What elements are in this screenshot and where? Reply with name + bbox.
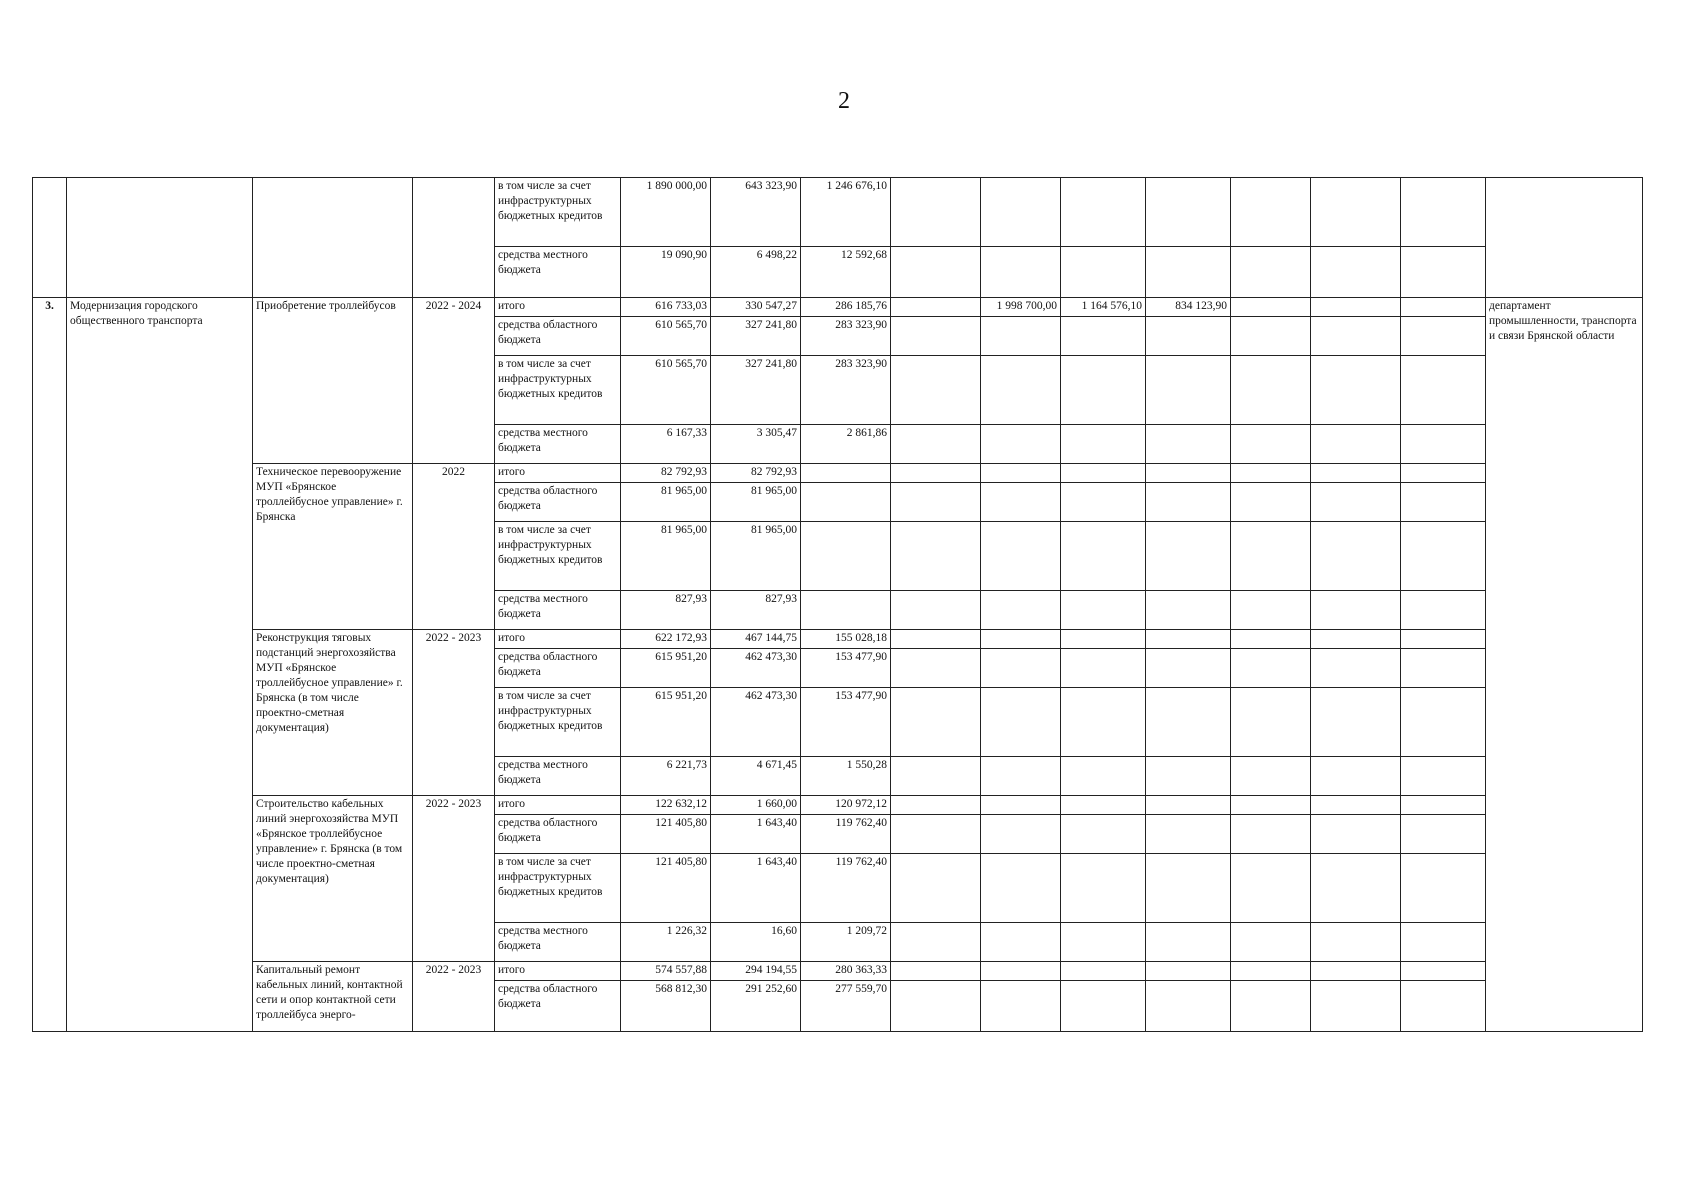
empty-cell [1231, 981, 1311, 1032]
amount-2023: 2 861,86 [801, 425, 891, 464]
funding-source: в том числе за счет инфраструктурных бюджетных кредитов [495, 178, 621, 247]
empty-cell [981, 522, 1061, 591]
empty-cell [1146, 981, 1231, 1032]
empty-cell [1401, 981, 1486, 1032]
empty-cell [1311, 425, 1401, 464]
amount-2022: 643 323,90 [711, 178, 801, 247]
empty-cell [1146, 356, 1231, 425]
empty-cell [1061, 630, 1146, 649]
empty-cell [891, 522, 981, 591]
empty-cell [1311, 757, 1401, 796]
empty-cell [891, 483, 981, 522]
empty-cell [981, 630, 1061, 649]
empty-cell [1311, 591, 1401, 630]
table-body [33, 178, 1643, 1032]
empty-cell [1311, 649, 1401, 688]
empty-cell [1231, 247, 1311, 298]
extra-2024: 834 123,90 [1146, 298, 1231, 317]
amount-2022: 3 305,47 [711, 425, 801, 464]
item-name: Капитальный ремонт кабельных линий, контактной сети и опор контактной сети троллейбуса энерго- [253, 962, 413, 1032]
empty-cell [1231, 796, 1311, 815]
empty-cell [891, 425, 981, 464]
empty-cell [1401, 757, 1486, 796]
empty-cell [1061, 815, 1146, 854]
amount-2023: 153 477,90 [801, 688, 891, 757]
empty-cell [1061, 425, 1146, 464]
empty-cell [1146, 649, 1231, 688]
empty-cell [981, 923, 1061, 962]
empty-cell [891, 464, 981, 483]
table-row [33, 298, 1643, 317]
empty-cell [1231, 483, 1311, 522]
empty-cell [1311, 962, 1401, 981]
amount-2023: 286 185,76 [801, 298, 891, 317]
amount-2023: 120 972,12 [801, 796, 891, 815]
empty-cell [1146, 483, 1231, 522]
amount-total: 827,93 [621, 591, 711, 630]
empty-cell [1401, 522, 1486, 591]
empty-cell [1401, 298, 1486, 317]
empty-cell [1311, 247, 1401, 298]
amount-total: 81 965,00 [621, 483, 711, 522]
empty-cell [1146, 923, 1231, 962]
amount-2022: 467 144,75 [711, 630, 801, 649]
empty-cell [981, 178, 1061, 247]
funding-source: средства областного бюджета [495, 815, 621, 854]
empty-cell [891, 649, 981, 688]
amount-total: 1 226,32 [621, 923, 711, 962]
amount-total: 81 965,00 [621, 522, 711, 591]
empty-cell [1401, 356, 1486, 425]
amount-total: 121 405,80 [621, 815, 711, 854]
empty-cell [1231, 464, 1311, 483]
item-period: 2022 - 2023 [413, 796, 495, 962]
amount-2022: 291 252,60 [711, 981, 801, 1032]
empty-cell [981, 688, 1061, 757]
funding-source: в том числе за счет инфраструктурных бюджетных кредитов [495, 356, 621, 425]
item-period: 2022 - 2023 [413, 630, 495, 796]
funding-source: в том числе за счет инфраструктурных бюджетных кредитов [495, 688, 621, 757]
amount-2023: 1 246 676,10 [801, 178, 891, 247]
agency-cell [1486, 178, 1643, 298]
empty-cell [1401, 923, 1486, 962]
empty-cell [1061, 178, 1146, 247]
amount-total: 6 167,33 [621, 425, 711, 464]
empty-cell [1061, 962, 1146, 981]
empty-cell [891, 298, 981, 317]
empty-cell [1061, 923, 1146, 962]
empty-cell [1061, 591, 1146, 630]
amount-total: 122 632,12 [621, 796, 711, 815]
empty-cell [1231, 630, 1311, 649]
amount-2022: 327 241,80 [711, 317, 801, 356]
amount-2023 [801, 522, 891, 591]
funding-source: итого [495, 464, 621, 483]
empty-cell [1311, 923, 1401, 962]
extra-total: 1 998 700,00 [981, 298, 1061, 317]
amount-2023 [801, 483, 891, 522]
amount-2022: 81 965,00 [711, 483, 801, 522]
amount-2023: 155 028,18 [801, 630, 891, 649]
item-name: Реконструкция тяговых подстанций энергохозяйства МУП «Брянское троллейбусное управление» г. Брянска (в том числе проектно-сметная документация) [253, 630, 413, 796]
item-period: 2022 [413, 464, 495, 630]
amount-total: 82 792,93 [621, 464, 711, 483]
empty-cell [891, 981, 981, 1032]
empty-cell [1401, 483, 1486, 522]
amount-total: 615 951,20 [621, 688, 711, 757]
amount-2023: 153 477,90 [801, 649, 891, 688]
empty-cell [1401, 425, 1486, 464]
table-row [33, 178, 1643, 247]
funding-source: средства областного бюджета [495, 981, 621, 1032]
empty-cell [1401, 688, 1486, 757]
empty-cell [891, 923, 981, 962]
empty-cell [1231, 317, 1311, 356]
section-number: 3. [33, 298, 67, 1032]
funding-source: средства местного бюджета [495, 923, 621, 962]
empty-cell [1311, 688, 1401, 757]
empty-cell [1061, 796, 1146, 815]
empty-cell [1401, 962, 1486, 981]
amount-2022: 6 498,22 [711, 247, 801, 298]
empty-cell [981, 981, 1061, 1032]
empty-cell [1061, 854, 1146, 923]
empty-cell [891, 317, 981, 356]
empty-cell [1401, 630, 1486, 649]
empty-cell [1311, 483, 1401, 522]
empty-cell [1401, 649, 1486, 688]
empty-cell [891, 356, 981, 425]
empty-cell [981, 425, 1061, 464]
amount-2022: 82 792,93 [711, 464, 801, 483]
item-period: 2022 - 2024 [413, 298, 495, 464]
empty-cell [1401, 247, 1486, 298]
empty-cell [1061, 247, 1146, 298]
empty-cell [1311, 630, 1401, 649]
empty-cell [1231, 757, 1311, 796]
amount-2022: 330 547,27 [711, 298, 801, 317]
period-cell [413, 178, 495, 298]
item-period: 2022 - 2023 [413, 962, 495, 1032]
amount-2022: 1 643,40 [711, 854, 801, 923]
empty-cell [891, 854, 981, 923]
empty-cell [1146, 247, 1231, 298]
amount-2023: 1 550,28 [801, 757, 891, 796]
empty-cell [1401, 178, 1486, 247]
amount-2022: 81 965,00 [711, 522, 801, 591]
amount-2023: 119 762,40 [801, 815, 891, 854]
extra-2023: 1 164 576,10 [1061, 298, 1146, 317]
empty-cell [1231, 962, 1311, 981]
empty-cell [1231, 591, 1311, 630]
page-number: 2 [838, 88, 850, 114]
funding-source: средства местного бюджета [495, 757, 621, 796]
amount-2022: 1 643,40 [711, 815, 801, 854]
funding-source: итого [495, 796, 621, 815]
empty-cell [981, 317, 1061, 356]
amount-total: 1 890 000,00 [621, 178, 711, 247]
empty-cell [1146, 425, 1231, 464]
amount-2023: 119 762,40 [801, 854, 891, 923]
empty-cell [1061, 483, 1146, 522]
amount-2022: 16,60 [711, 923, 801, 962]
amount-total: 574 557,88 [621, 962, 711, 981]
empty-cell [1061, 464, 1146, 483]
item-name: Техническое перевооружение МУП «Брянское троллейбусное управление» г. Брянска [253, 464, 413, 630]
empty-cell [891, 591, 981, 630]
empty-cell [1311, 317, 1401, 356]
empty-cell [981, 649, 1061, 688]
empty-cell [981, 796, 1061, 815]
empty-cell [1146, 796, 1231, 815]
empty-cell [1146, 630, 1231, 649]
section-title: Модернизация городского общественного транспорта [67, 298, 253, 1032]
empty-cell [891, 178, 981, 247]
empty-cell [1061, 981, 1146, 1032]
empty-cell [981, 247, 1061, 298]
item-name: Приобретение троллейбусов [253, 298, 413, 464]
table-row [33, 630, 1643, 649]
empty-cell [1061, 356, 1146, 425]
empty-cell [1061, 522, 1146, 591]
empty-cell [1231, 854, 1311, 923]
amount-2022: 294 194,55 [711, 962, 801, 981]
empty-cell [1061, 688, 1146, 757]
empty-cell [981, 757, 1061, 796]
amount-2023: 1 209,72 [801, 923, 891, 962]
funding-source: средства областного бюджета [495, 483, 621, 522]
empty-cell [891, 796, 981, 815]
amount-2022: 327 241,80 [711, 356, 801, 425]
item-name: Строительство кабельных линий энергохозяйства МУП «Брянское троллейбусное управление» г. Брянска (в том числе проектно-сметная документация) [253, 796, 413, 962]
empty-cell [1061, 649, 1146, 688]
amount-2023: 277 559,70 [801, 981, 891, 1032]
empty-cell [981, 962, 1061, 981]
empty-cell [1311, 298, 1401, 317]
empty-cell [1146, 522, 1231, 591]
empty-cell [1401, 317, 1486, 356]
amount-2023: 283 323,90 [801, 356, 891, 425]
funding-source: средства местного бюджета [495, 591, 621, 630]
empty-cell [1401, 464, 1486, 483]
funding-source: средства местного бюджета [495, 247, 621, 298]
amount-2023 [801, 464, 891, 483]
amount-2022: 4 671,45 [711, 757, 801, 796]
empty-cell [1061, 757, 1146, 796]
empty-cell [1231, 178, 1311, 247]
empty-cell [1231, 649, 1311, 688]
amount-total: 568 812,30 [621, 981, 711, 1032]
empty-cell [1311, 796, 1401, 815]
amount-total: 610 565,70 [621, 317, 711, 356]
empty-cell [1311, 981, 1401, 1032]
funding-source: итого [495, 962, 621, 981]
item-name-cell [253, 178, 413, 298]
empty-cell [981, 591, 1061, 630]
amount-total: 610 565,70 [621, 356, 711, 425]
section-cell [67, 178, 253, 298]
amount-total: 19 090,90 [621, 247, 711, 298]
empty-cell [981, 483, 1061, 522]
amount-total: 615 951,20 [621, 649, 711, 688]
empty-cell [1146, 854, 1231, 923]
empty-cell [891, 962, 981, 981]
funding-source: итого [495, 630, 621, 649]
empty-cell [891, 815, 981, 854]
empty-cell [1401, 815, 1486, 854]
amount-2022: 827,93 [711, 591, 801, 630]
empty-cell [1311, 178, 1401, 247]
empty-cell [1231, 522, 1311, 591]
empty-cell [1146, 591, 1231, 630]
budget-table [32, 177, 1643, 1032]
funding-source: средства областного бюджета [495, 649, 621, 688]
empty-cell [981, 356, 1061, 425]
funding-source: в том числе за счет инфраструктурных бюджетных кредитов [495, 854, 621, 923]
empty-cell [1231, 923, 1311, 962]
amount-2022: 1 660,00 [711, 796, 801, 815]
empty-cell [1146, 317, 1231, 356]
empty-cell [1146, 464, 1231, 483]
empty-cell [1311, 464, 1401, 483]
empty-cell [1061, 317, 1146, 356]
empty-cell [1311, 522, 1401, 591]
amount-total: 622 172,93 [621, 630, 711, 649]
index-cell [33, 178, 67, 298]
empty-cell [1231, 356, 1311, 425]
amount-2022: 462 473,30 [711, 649, 801, 688]
empty-cell [1231, 815, 1311, 854]
empty-cell [891, 757, 981, 796]
table-row [33, 962, 1643, 981]
empty-cell [1311, 815, 1401, 854]
responsible-agency: департамент промышленности, транспорта и связи Брянской области [1486, 298, 1643, 1032]
empty-cell [1401, 591, 1486, 630]
funding-source: итого [495, 298, 621, 317]
amount-2023: 283 323,90 [801, 317, 891, 356]
empty-cell [981, 815, 1061, 854]
amount-total: 616 733,03 [621, 298, 711, 317]
empty-cell [891, 630, 981, 649]
empty-cell [1311, 356, 1401, 425]
empty-cell [1146, 178, 1231, 247]
funding-source: средства областного бюджета [495, 317, 621, 356]
empty-cell [1231, 425, 1311, 464]
empty-cell [1311, 854, 1401, 923]
amount-2022: 462 473,30 [711, 688, 801, 757]
empty-cell [1231, 688, 1311, 757]
funding-source: в том числе за счет инфраструктурных бюджетных кредитов [495, 522, 621, 591]
amount-2023: 12 592,68 [801, 247, 891, 298]
empty-cell [1401, 854, 1486, 923]
table-row [33, 464, 1643, 483]
empty-cell [891, 247, 981, 298]
amount-total: 6 221,73 [621, 757, 711, 796]
empty-cell [1231, 298, 1311, 317]
empty-cell [1146, 757, 1231, 796]
funding-source: средства местного бюджета [495, 425, 621, 464]
empty-cell [891, 688, 981, 757]
amount-total: 121 405,80 [621, 854, 711, 923]
table-row [33, 796, 1643, 815]
empty-cell [1146, 962, 1231, 981]
empty-cell [981, 464, 1061, 483]
amount-2023 [801, 591, 891, 630]
empty-cell [1401, 796, 1486, 815]
amount-2023: 280 363,33 [801, 962, 891, 981]
empty-cell [1146, 815, 1231, 854]
empty-cell [1146, 688, 1231, 757]
empty-cell [981, 854, 1061, 923]
